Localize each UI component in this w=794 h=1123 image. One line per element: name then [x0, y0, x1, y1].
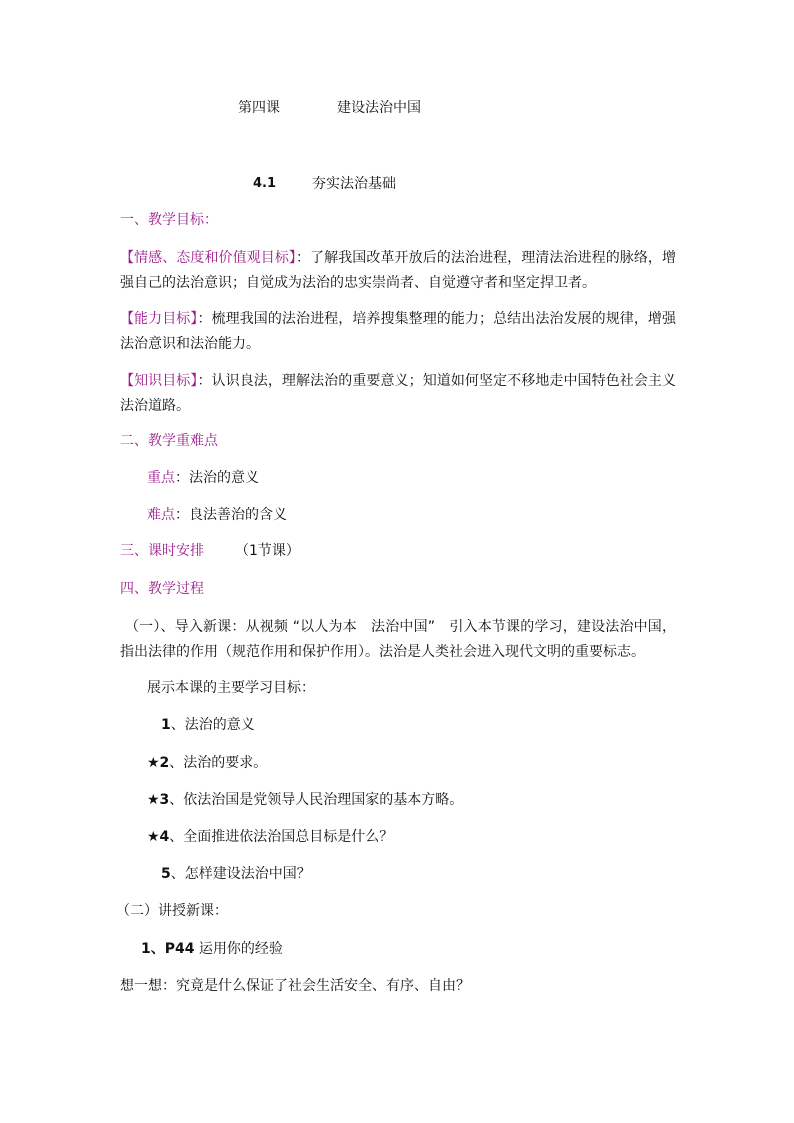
key-point-label: 重点: [147, 470, 175, 486]
goal-item-5-text: 、怎样建设法治中国？: [170, 866, 311, 882]
goal-ability: [120, 307, 676, 357]
hard-point-label: 难点: [147, 507, 175, 523]
goal-item-3-prefix: ★3: [147, 792, 170, 808]
goal-item-1-text: 、法治的意义: [170, 717, 255, 733]
goal-item-3-text: 、依法治国是党领导人民治理国家的基本方略。: [169, 792, 464, 808]
show-goals-text: 展示本课的主要学习目标：: [147, 680, 315, 696]
new-lesson-heading: （二）讲授新课：: [116, 903, 228, 919]
goal-knowledge-text: ：认识良法，理解法治的重要意义；知道如何坚定不移地走中国特色社会主义法治道路。: [120, 373, 677, 414]
key-point: [147, 468, 259, 488]
goals-heading: 一、教学目标：: [120, 212, 218, 228]
lesson-number: 第四课: [238, 100, 280, 116]
intro-paragraph: （一）、导入新课：从视频 “以人为本 法治中国” 引入本节课的学习，建设法治中国，指出法律的作用（规范作用和保护作用）。法治是人类社会进入现代文明的重要标志。: [120, 619, 676, 660]
goal-ability-text: ：梳理我国的法治进程，培养搜集整理的能力；总结出法治发展的规律，增强法治意识和法治能力。: [120, 311, 677, 352]
goal-item-2-text: 、法治的要求。: [169, 755, 268, 771]
think-question: 想一想：究竟是什么保证了社会生活安全、有序、自由？: [120, 978, 470, 994]
goal-item-4-text: 、全面推进依法治国总目标是什么？: [169, 829, 394, 845]
goal-item-5: [161, 864, 311, 884]
goal-item-3: [147, 790, 463, 810]
goal-ability-label: 【能力目标】: [120, 311, 198, 327]
goal-item-5-prefix: 5: [161, 866, 171, 882]
goal-emotion-text: ：了解我国改革开放后的法治进程，理清法治进程的脉络，增强自己的法治意识；自觉成为法治的忠实崇尚者、自觉遵守者和坚定捍卫者。: [120, 250, 676, 291]
sub-section-1-prefix: 1、P44: [141, 941, 195, 957]
goal-item-1-prefix: 1: [161, 717, 171, 733]
goal-emotion-label: 【情感、态度和价值观目标】: [120, 250, 296, 266]
goal-emotion: [120, 246, 676, 296]
key-point-text: ：法治的意义: [175, 470, 259, 486]
section-number: 4.1: [253, 176, 277, 191]
goal-knowledge-label: 【知识目标】: [120, 373, 198, 389]
difficulties-heading: 二、教学重难点: [120, 433, 218, 449]
goal-item-2-prefix: ★2: [147, 755, 170, 771]
schedule-heading: 三、课时安排: [120, 543, 204, 559]
goal-item-1: [161, 715, 255, 735]
sub-section-1-text: 运用你的经验: [194, 941, 283, 957]
hard-point: [147, 505, 287, 525]
goal-knowledge: [120, 369, 676, 419]
lesson-title: 建设法治中国: [337, 100, 421, 116]
goal-item-2: [147, 753, 267, 773]
schedule-text: （1节课）: [235, 543, 300, 559]
hard-point-text: ：良法善治的含义: [175, 507, 287, 523]
section-title: 夯实法治基础: [312, 176, 396, 192]
sub-section-1: [141, 939, 283, 959]
process-heading: 四、教学过程: [120, 581, 204, 597]
goal-item-4-prefix: ★4: [147, 829, 170, 845]
goal-item-4: [147, 827, 393, 847]
